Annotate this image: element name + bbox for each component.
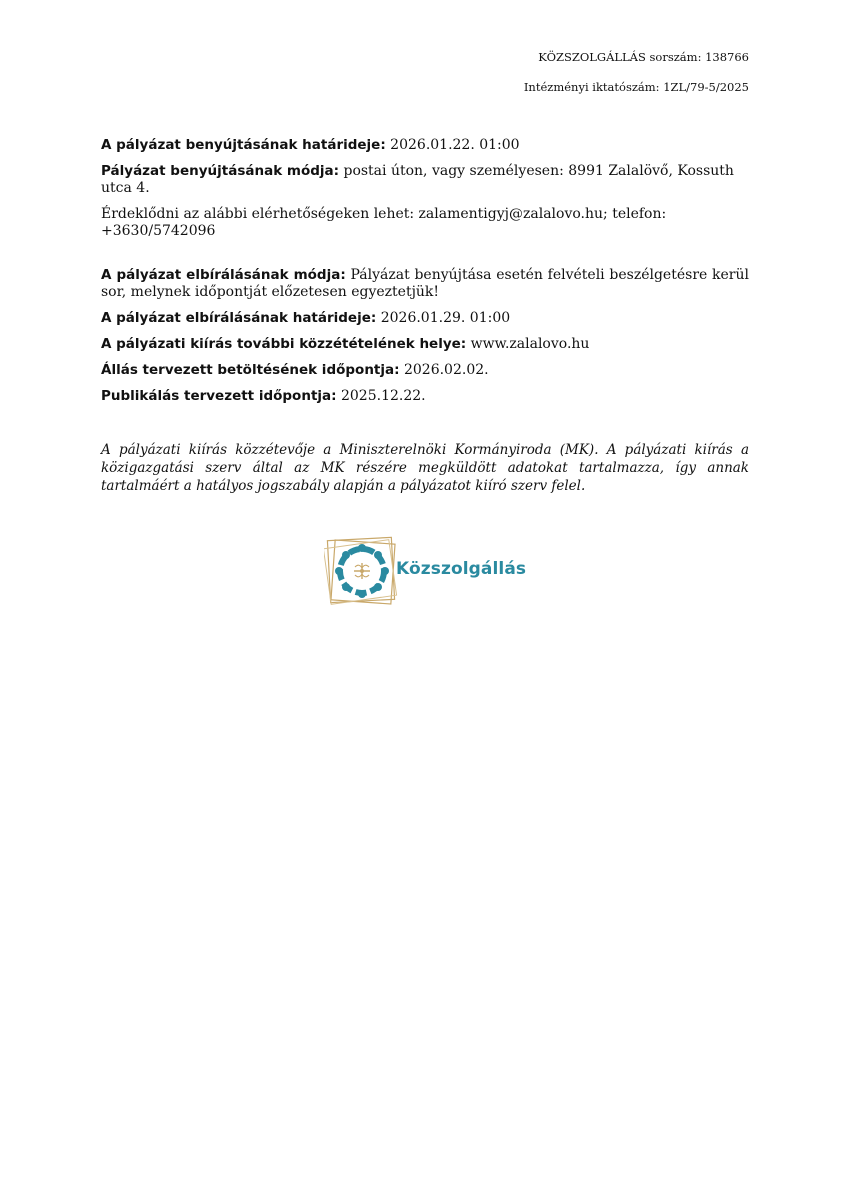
submission-deadline	[101, 137, 749, 154]
publication-place-label: A pályázati kiírás további közzétételének helye:	[101, 336, 467, 352]
submission-method	[101, 163, 749, 197]
planned-publish-date	[101, 388, 749, 405]
publisher-notice: A pályázati kiírás közzétevője a Miniszterelnöki Kormányiroda (MK). A pályázati kiírás a közigazgatási szerv által az MK részére megküldött adatokat tartalmazza, így annak tartalmáért a hatályos jogszabály alapján a pályázatot kiíró szerv felel.	[101, 442, 749, 494]
submission-method-value: postai úton, vagy személyesen: 8991 Zalalövő, Kossuth utca 4.	[101, 163, 734, 196]
planned-publish-date-value: 2025.12.22.	[336, 388, 426, 404]
planned-start-date	[101, 362, 749, 379]
planned-publish-date-label: Publikálás tervezett időpontja:	[101, 388, 337, 404]
header-registry-number: Intézményi iktatószám: 1ZL/79-5/2025	[523, 80, 749, 94]
evaluation-method-label: A pályázat elbírálásának módja:	[101, 267, 346, 283]
planned-start-date-label: Állás tervezett betöltésének időpontja:	[101, 362, 400, 378]
submission-method-label: Pályázat benyújtásának módja:	[101, 163, 340, 179]
evaluation-deadline	[101, 310, 749, 327]
kozszolgallas-logo	[324, 536, 534, 606]
evaluation-deadline-value: 2026.01.29. 01:00	[376, 310, 511, 326]
header-serial-number: KÖZSZOLGÁLLÁS sorszám: 138766	[538, 50, 749, 64]
logo-wordmark: Közszolgállás	[396, 559, 527, 579]
submission-deadline-value: 2026.01.22. 01:00	[385, 137, 520, 153]
application-details	[101, 137, 749, 405]
planned-start-date-value: 2026.02.02.	[399, 362, 489, 378]
publication-place-value: www.zalalovo.hu	[466, 336, 590, 352]
evaluation-method	[101, 267, 749, 301]
publication-place	[101, 336, 749, 353]
contact-text: Érdeklődni az alábbi elérhetőségeken lehet: zalamentigyj@zalalovo.hu; telefon: +3630/5742096	[101, 206, 667, 239]
evaluation-deadline-label: A pályázat elbírálásának határideje:	[101, 310, 377, 326]
document-header	[524, 50, 749, 94]
logo-emblem-icon	[324, 536, 400, 606]
submission-deadline-label: A pályázat benyújtásának határideje:	[101, 137, 386, 153]
evaluation-method-value: Pályázat benyújtása esetén felvételi beszélgetésre kerül sor, melynek időpontját előzetesen egyeztetjük!	[101, 267, 749, 300]
contact-info	[101, 206, 749, 240]
